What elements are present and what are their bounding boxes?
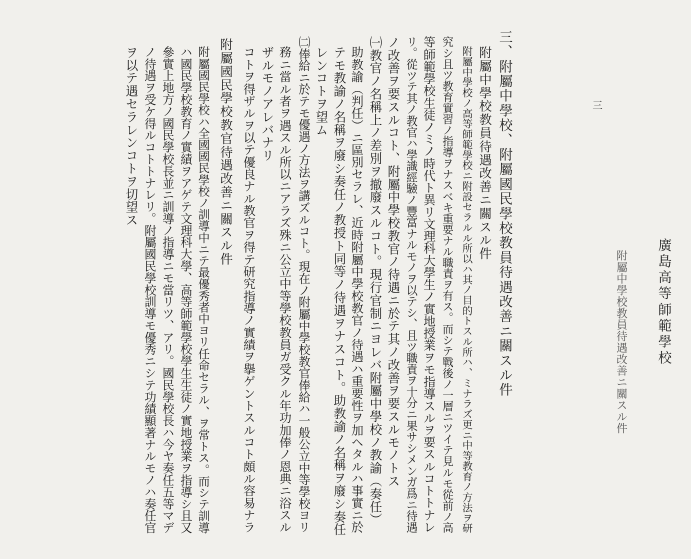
part1-subtitle: 附屬中學校教員待遇改善ニ關スル件 [477,46,492,261]
continuation-line: ザルモノアレバナリ [260,46,275,163]
part2-line: 參實上地方ノ國民學校長並ニ訓導ノ指導ニモ當リツ、アリ。國民學校長ハ今ヤ奏任五等マデ [161,46,175,534]
continuation-line: コトヲ得ザルヲ以テ優良ナル教官ヲ得テ研究指導ノ實績ヲ擧ゲントスルコト頗ル容易ナラ [242,46,256,534]
part2-line: ハ國民學校教育ノ實績ヲアゲテ文理科大學、高等師範學校學生生徒ノ實地授業ヲ指導シ且又 [179,46,193,534]
item1-line: レンコトヲ望ム [314,46,329,137]
part1-para-line: ノ改善ヲ要スルコト、附屬中學校教官ノ待遇ニ於テ其ノ改善ヲ要スルモノトス [386,36,401,488]
item1-line: テモ教諭ノ名稱ヲ廢シ奏任ノ教授ト同等ノ待遇ヲナスコト。助教諭ノ名稱ヲ廢シ奏任 [332,46,347,537]
item2-text: 俸給ニ於テモ優遇ノ方法ヲ講ズルコト。現在ノ附屬中學校教官俸給ハ一般公立中等學校ヨリ [297,47,311,533]
item1-text: 教官ノ名稱上ノ差別ヲ撤廢スルコト。現行官制ニヨレバ附屬中學校ノ教諭（奏任） [368,48,383,527]
school-header: 廣島高等師範學校 [655,238,671,367]
part1-para-line: 附屬中學校ノ高等師範學校ニ附設セラルル所以ハ其ノ目的トスル所ハ、ミナラズ更ニ中等教育ノ方法ヲ研 [460,46,472,534]
part1-para-line: 究シ且ツ教育實習ノ指導ヲナスベキ重要ナル職責ヲ有ス。而シテ戰後ノ一層ニツイテ見ルモ從前ノ高 [441,36,454,533]
section-heading [497,30,511,398]
item1-marker: ㈠ [368,36,383,49]
item2-line [297,36,309,533]
section-title: 附屬中學校、附屬國民學校教員待遇改善ニ關スル件 [496,59,512,398]
part2-line: 附屬國民學校ハ全國國民學校ノ訓導中ニテ最優秀者中ヨリ任命セラル、ヲ常トス。而シテ訓導 [197,46,211,534]
source-title: 附屬中學校教員待遇改善ニ關スル件 [615,250,628,434]
section-number: 三、 [496,30,512,60]
part1-para-line: 等師範學校生徒ノミノ時代ト異リ文理科大學生ノ實地授業ヲモ指導スルヲ要スルコトトナレ [422,36,436,533]
item1-line: 助教諭（判任）ニ區別セラレ、近時附屬中學校教官ノ待遇ハ重要性ヲ加ヘタルハ事實ニ於 [350,46,364,534]
part2-subtitle: 附屬國民學校教官待遇改善ニ關スル件 [218,38,233,266]
item1-line [369,36,381,526]
part1-para-line: リ。從ツテ其ノ教官ハ學識經驗ノ豐富ナルモノヲ以テシ、且ツ職責ヲ十分ニ果サシメンガ爲ニ待遇 [405,36,418,533]
item2-marker: ㈡ [297,36,311,48]
part2-line: ノ待遇ヲ受ケ得ルコトトナレリ。附屬國民學校訓導モ優秀ニシテ功績顯著ナルモノハ奏任官 [143,46,157,534]
page-marker: 三 [590,100,601,111]
item2-line: 務ニ當ル者ヲ遇スル所以ニアラズ殊ニ公立中等學校教員ガ受クル年功加俸ノ恩典ニ浴スル [278,46,292,534]
part2-line: ヲ以テ遇セラレンコトヲ切望ス [124,46,139,227]
